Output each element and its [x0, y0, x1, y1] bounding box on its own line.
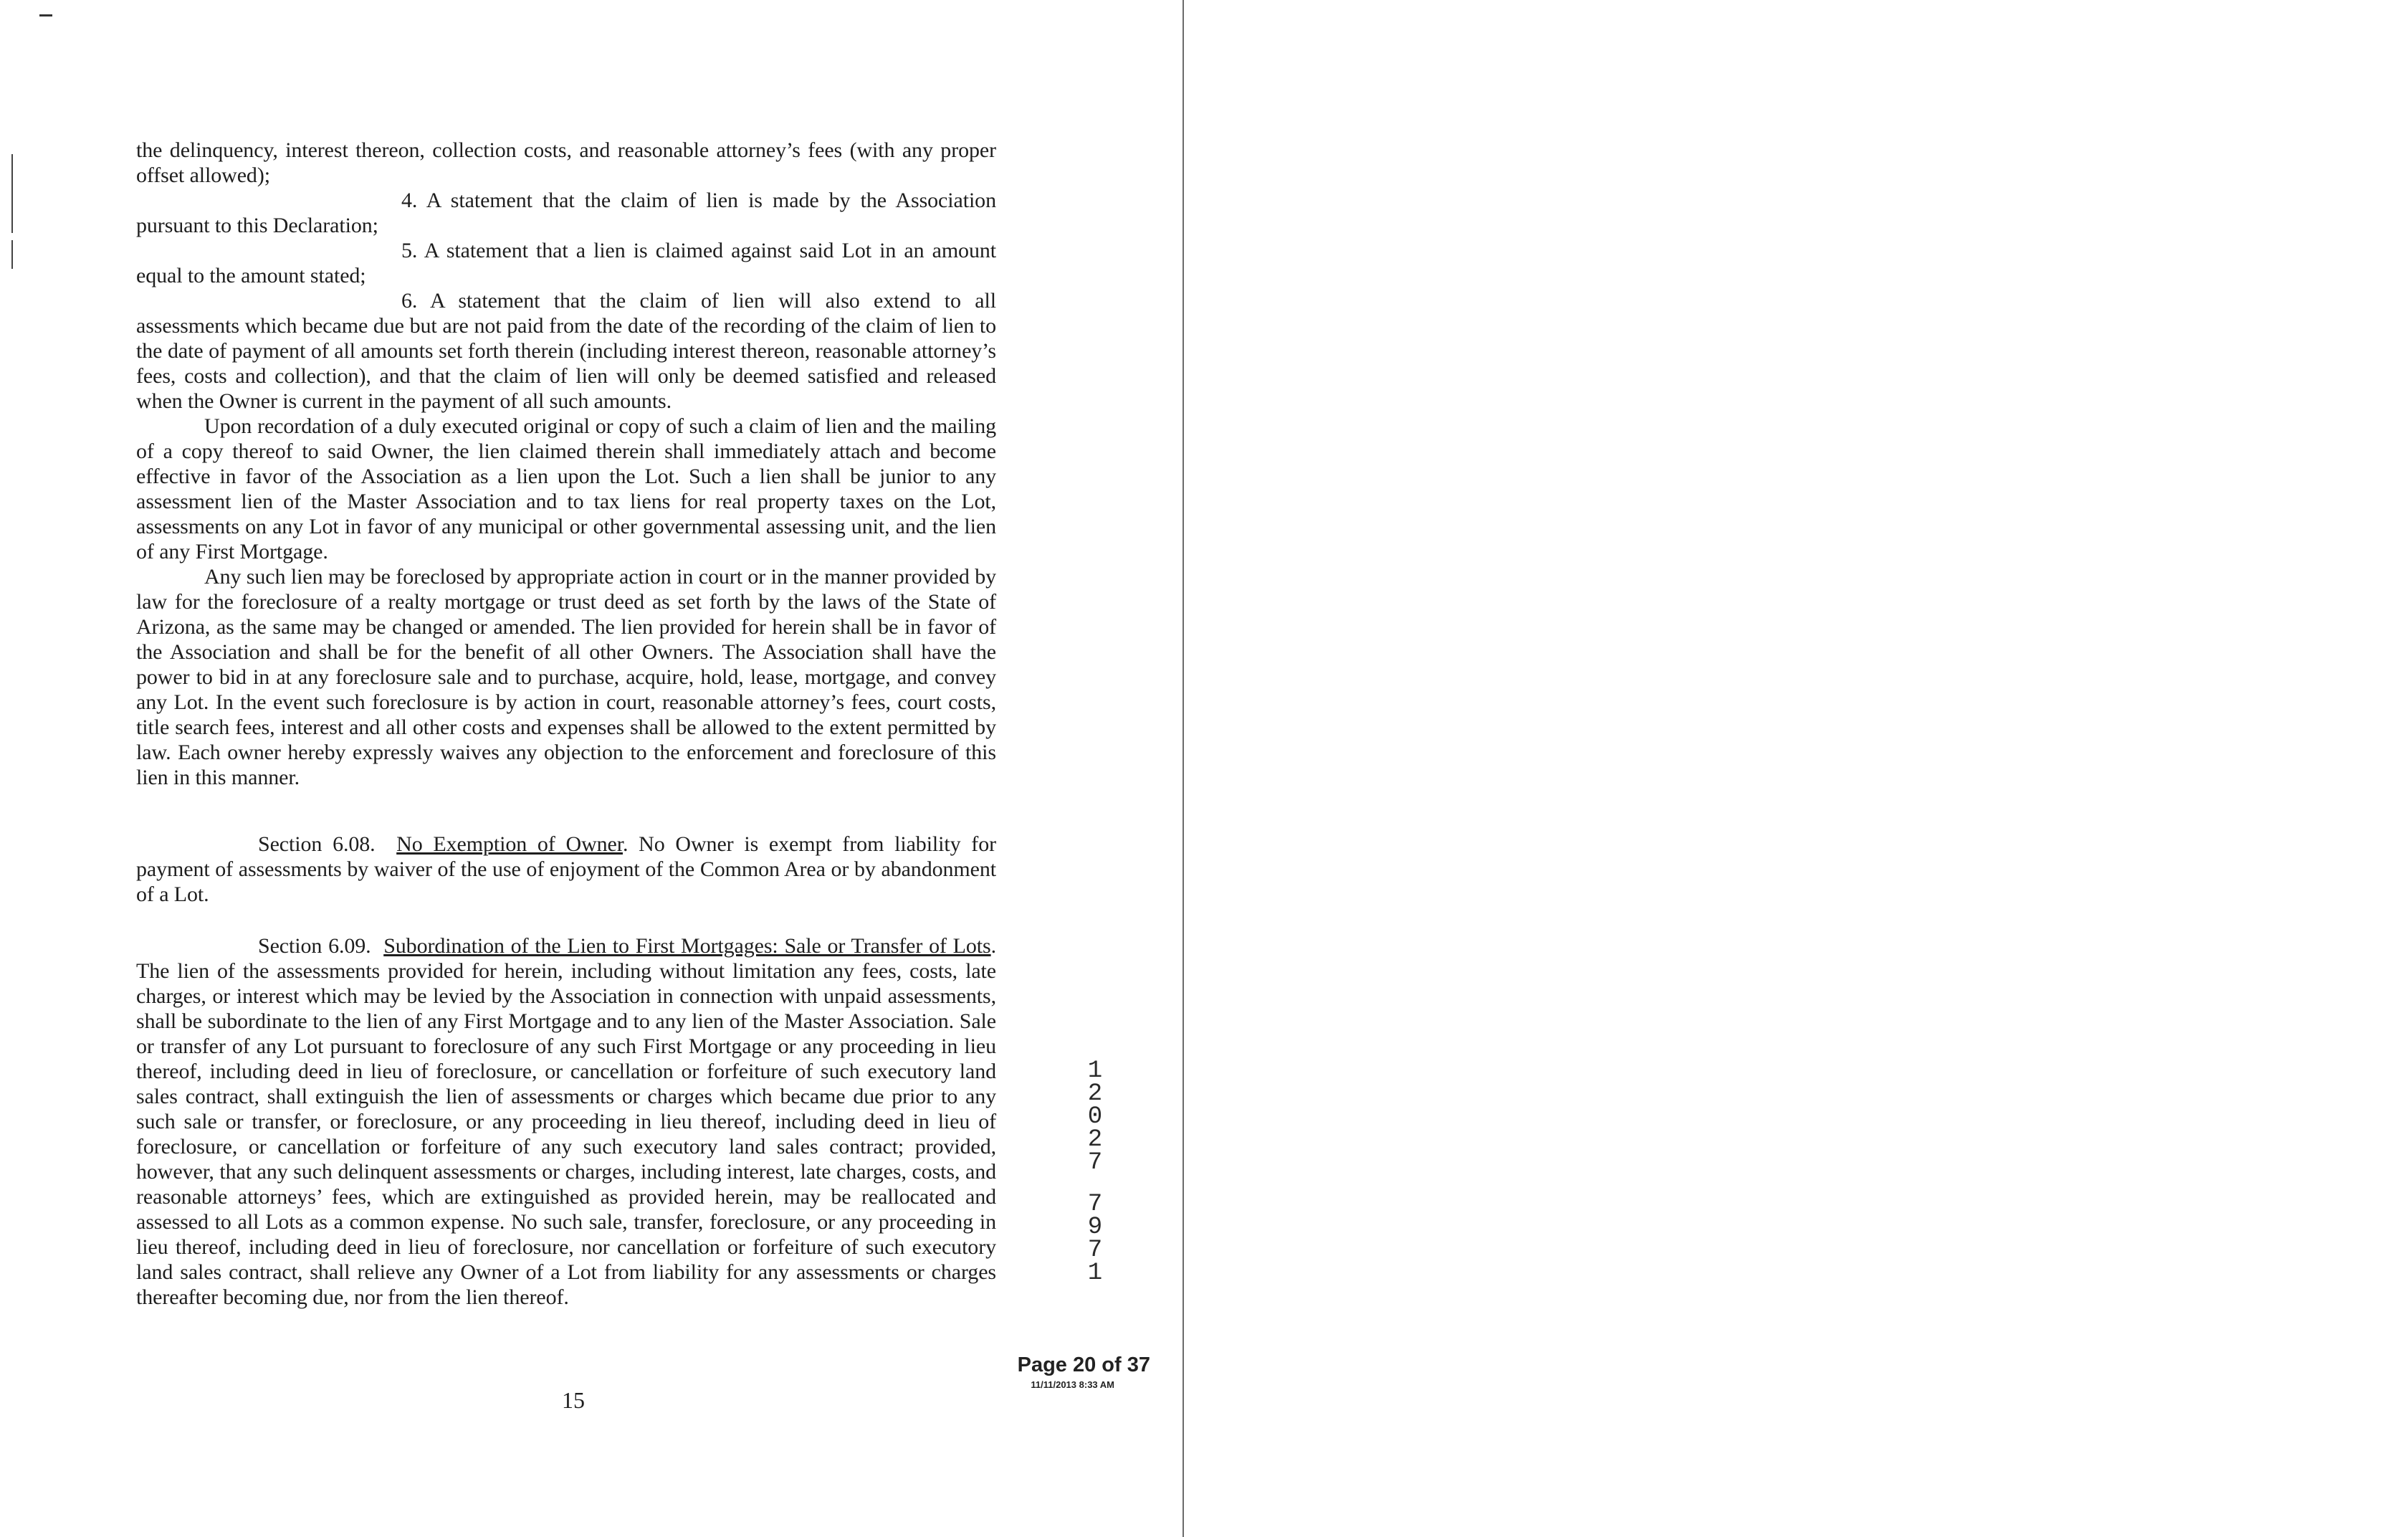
section-body: . No Owner is exempt from liability for payment of assessments by waiver of the use of enjoyment of the Common Area or by abandonment of a Lot.	[136, 832, 996, 906]
recording-timestamp: 11/11/2013 8:33 AM	[1031, 1379, 1114, 1390]
margin-bar-mark	[11, 240, 13, 269]
section-heading: Subordination of the Lien to First Mortgages: Sale or Transfer of Lots	[383, 934, 991, 958]
list-item-5: 5. A statement that a lien is claimed against said Lot in an amount equal to the amount stated;	[136, 239, 996, 287]
body-text-upper	[136, 138, 996, 790]
section-body: . The lien of the assessments provided for herein, including without limitation any fees, costs, late charges, or interest which may be levied by the Association in connection with unpaid assessments, shall be subordinate to the lien of any First Mortgage and to any lien of the Master Association. Sale or transfer of any Lot pursuant to foreclosure of any such First Mortgage or any proceeding in lieu thereof, including deed in lieu of foreclosure, or cancellation or forfeiture of such executory land sales contract, shall extinguish the lien of assessments or charges which became due prior to any such sale or transfer, or foreclosure, or any proceeding in lieu thereof, including deed in lieu of foreclosure, or cancellation or forfeiture of any such executory land sales contract; provided, however, that any such delinquent assessments or charges, including interest, late charges, costs, and reasonable attorneys’ fees, which are extinguished as provided herein, may be reallocated and assessed to all Lots as a common expense. No such sale, transfer, foreclosure, or any proceeding in lieu thereof, including deed in lieu of foreclosure, nor cancellation or forfeiture of such executory land sales contract, shall relieve any Owner of a Lot from liability for any assessments or charges thereafter becoming due, nor from the lien thereof.	[136, 934, 997, 1309]
paragraph-recordation: Upon recordation of a duly executed original or copy of such a claim of lien and the mailing of a copy thereof to said Owner, the lien claimed therein shall immediately attach and become effective in favor of the Association as a lien upon the Lot. Such a lien shall be junior to any assessment lien of the Master Association and to tax liens for real property taxes on the Lot, assessments on any Lot in favor of any municipal or other governmental assessing unit, and the lien of any First Mortgage.	[136, 414, 996, 563]
section-6-08	[136, 832, 996, 907]
scan-artifact-mark	[39, 14, 52, 16]
page-number: 15	[562, 1387, 585, 1413]
recording-digit: 9	[1087, 1214, 1103, 1241]
margin-bar-mark	[11, 154, 13, 233]
recording-digit: 0	[1087, 1103, 1103, 1131]
section-number: Section 6.09.	[258, 934, 371, 958]
recording-digit: 7	[1087, 1237, 1103, 1264]
paragraph-delinquency-continuation: the delinquency, interest thereon, collection costs, and reasonable attorney’s fees (with any proper offset allowed);	[136, 138, 996, 187]
recording-digit: 7	[1087, 1191, 1103, 1218]
list-item-4: 4. A statement that the claim of lien is made by the Association pursuant to this Declaration;	[136, 189, 996, 237]
recording-digit: 2	[1087, 1080, 1103, 1108]
section-heading: No Exemption of Owner	[396, 832, 623, 856]
page-counter: Page 20 of 37	[1017, 1353, 1150, 1376]
recording-digit: 7	[1087, 1149, 1103, 1176]
document-page-left	[0, 0, 1182, 1537]
paragraph-foreclosure: Any such lien may be foreclosed by appropriate action in court or in the manner provided by law for the foreclosure of a realty mortgage or trust deed as set forth by the laws of the State of Arizona, as the same may be changed or amended. The lien provided for herein shall be in favor of the Association and shall be for the benefit of all other Owners. The Association shall have the power to bid in at any foreclosure sale and to purchase, acquire, hold, lease, mortgage, and convey any Lot. In the event such foreclosure is by action in court, reasonable attorney’s fees, court costs, title search fees, interest and all other costs and expenses shall be allowed to the extent permitted by law. Each owner hereby expressly waives any objection to the enforcement and foreclosure of this lien in this manner.	[136, 565, 996, 789]
section-number: Section 6.08.	[258, 832, 376, 856]
recording-digit: 1	[1087, 1057, 1103, 1085]
recording-number-stamp	[1081, 1057, 1109, 1287]
list-item-6: 6. A statement that the claim of lien will also extend to all assessments which became due but are not paid from the date of the recording of the claim of lien to the date of payment of all amounts set forth therein (including interest thereon, reasonable attorney’s fees, costs and collection), and that the claim of lien will only be deemed satisfied and released when the Owner is current in the payment of all such amounts.	[136, 289, 996, 413]
recording-digit: 1	[1087, 1260, 1103, 1287]
section-6-09	[136, 933, 996, 1310]
recording-digit: 2	[1087, 1126, 1103, 1153]
document-page-right-blank	[1184, 0, 2408, 1537]
